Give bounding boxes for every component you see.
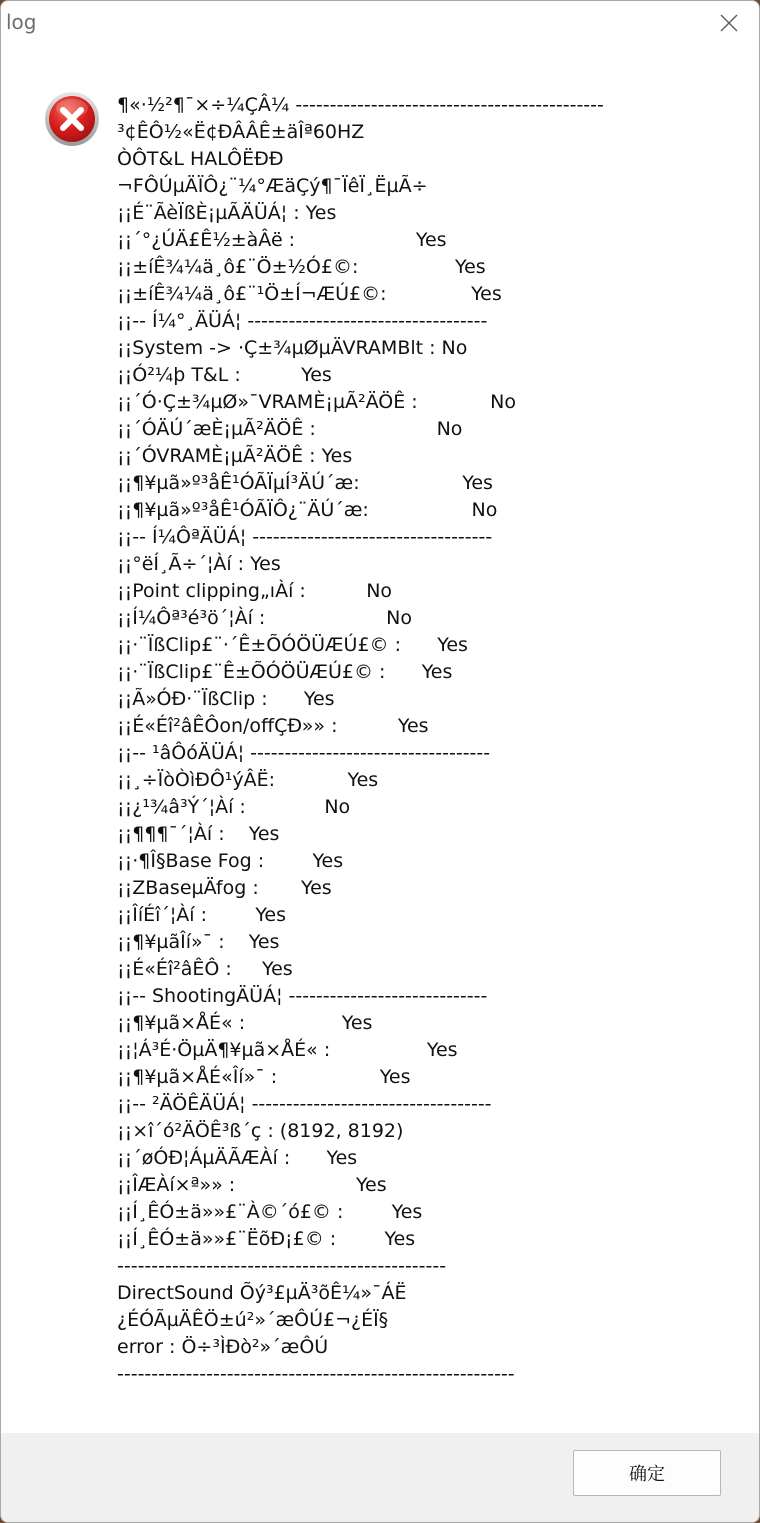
message-line: ÒÔT&L HALÔËÐÐ [117, 148, 284, 170]
message-line: ¡¡¶¥µãÎí»¯ : Yes [117, 931, 280, 953]
message-line: ¡¡É¨ÃèÏßÈ¡µÃÄÜÁ¦ : Yes [117, 202, 337, 224]
message-line: ¡¡¶¥µã×ÅÉ«Îí»¯ : Yes [117, 1066, 411, 1088]
message-line: ¡¡Í¼Ôª³é³ö´¦Àí : No [117, 607, 412, 629]
message-line: ¡¡¸÷ÏòÒìÐÔ¹ýÂË: Yes [117, 769, 379, 791]
message-line: ¡¡·¨ÏßClip£¨Ê±ÕÓÖÜÆÚ£© : Yes [117, 661, 453, 683]
message-text [117, 92, 604, 1388]
message-line: ¡¡-- Í¼ÔªÄÜÁ¦ ----------------------------------- [117, 526, 493, 548]
message-line: ¡¡¶¥µã»º³åÊ¹ÓÃÏµÍ³ÄÚ´æ: Yes [117, 472, 493, 494]
message-line: ¡¡Í¸ÊÓ±ä»»£¨ËõÐ¡£© : Yes [117, 1228, 416, 1250]
message-line: ¡¡ÎÆÀí×ª»» : Yes [117, 1174, 387, 1196]
close-icon [720, 14, 738, 32]
message-line: ¿ÉÓÃµÄÊÖ±ú²»´æÔÚ£¬¿ÉÏ§ [117, 1309, 389, 1331]
error-icon [44, 91, 100, 147]
message-line: DirectSound Õý³£µÄ³õÊ¼»¯ÁË [117, 1282, 407, 1304]
message-line: ¡¡±íÊ¾¼ä¸ô£¨Ö±½Ó£©: Yes [117, 256, 486, 278]
message-line: ---------------------------------------------------------- [117, 1363, 515, 1385]
message-line: ¶«·½²¶¯×÷¼ÇÂ¼ --------------------------------------------- [117, 94, 604, 116]
message-line: ¡¡¶¥µã×ÅÉ« : Yes [117, 1012, 373, 1034]
message-line: ¡¡-- ²ÄÖÊÄÜÁ¦ ----------------------------------- [117, 1093, 492, 1115]
message-line: ¡¡Ó²¼þ T&L : Yes [117, 364, 332, 386]
button-bar [1, 1433, 759, 1522]
message-line: ¡¡·¨ÏßClip£¨·´Ê±ÕÓÖÜÆÚ£© : Yes [117, 634, 468, 656]
message-line: ¡¡-- ShootingÄÜÁ¦ ----------------------------- [117, 985, 488, 1007]
message-line: ¡¡-- Í¼°¸ÄÜÁ¦ ----------------------------------- [117, 310, 488, 332]
message-line: error : Ö÷³ÌÐò²»´æÔÚ [117, 1336, 329, 1358]
ok-button[interactable]: 确定 [573, 1450, 721, 1496]
message-line: ¡¡¶¥µã»º³åÊ¹ÓÃÏÔ¿¨ÄÚ´æ: No [117, 499, 498, 521]
message-line: ¡¡°ëÍ¸Ã÷´¦Àí : Yes [117, 553, 281, 575]
message-line: ¡¡Point clipping„ıÀí : No [117, 580, 393, 602]
message-line: ¡¡ZBaseµÄfog : Yes [117, 877, 332, 899]
message-line: ¡¡É«Éî²âÊÔ : Yes [117, 958, 293, 980]
message-line: ¡¡ÎíÉî´¦Àí : Yes [117, 904, 287, 926]
window-title: log [6, 10, 37, 34]
message-line: ¡¡·¶Î§Base Fog : Yes [117, 850, 344, 872]
message-line: ¬FÔÚµÄÏÔ¿¨¼°ÆäÇý¶¯ÏêÏ¸ËµÃ÷ [117, 175, 428, 197]
message-line: ¡¡É«Éî²âÊÔon/offÇÐ»» : Yes [117, 715, 429, 737]
message-line: ¡¡±íÊ¾¼ä¸ô£¨¹Ö±Í¬ÆÚ£©: Yes [117, 283, 502, 305]
message-line: ¡¡´ÓVRAMÈ¡µÃ²ÄÖÊ : Yes [117, 445, 353, 467]
message-line: ¡¡-- ¹âÔóÄÜÁ¦ ----------------------------------- [117, 742, 491, 764]
message-line: ¡¡´Ó·Ç±¾µØ»¯VRAMÈ¡µÃ²ÄÖÊ : No [117, 391, 517, 413]
message-line: ¡¡Í¸ÊÓ±ä»»£¨À©´ó£© : Yes [117, 1201, 423, 1223]
close-button[interactable] [707, 3, 751, 43]
message-line: ¡¡¶¶¶¯´¦Àí : Yes [117, 823, 280, 845]
message-line: ³¢ÊÔ½«Ë¢ÐÂÂÊ±äÎª60HZ [117, 121, 365, 143]
message-line: ¡¡´øÓÐ¦ÁµÄÃÆÀí : Yes [117, 1147, 358, 1169]
message-line: ¡¡´°¿ÚÄ£Ê½±àÂë : Yes [117, 229, 447, 251]
message-line: ------------------------------------------------ [117, 1255, 447, 1277]
message-line: ¡¡×î´ó²ÄÖÊ³ß´ç : (8192, 8192) [117, 1120, 404, 1142]
message-line: ¡¡Ã»ÓÐ·¨ÏßClip : Yes [117, 688, 335, 710]
message-line: ¡¡¿¹¾â³Ý´¦Àí : No [117, 796, 351, 818]
message-line: ¡¡¦Á³É·ÖµÄ¶¥µã×ÅÉ« : Yes [117, 1039, 458, 1061]
message-line: ¡¡´ÓÄÚ´æÈ¡µÃ²ÄÖÊ : No [117, 418, 463, 440]
message-line: ¡¡System -> ·Ç±¾µØµÄVRAMBlt : No [117, 337, 468, 359]
